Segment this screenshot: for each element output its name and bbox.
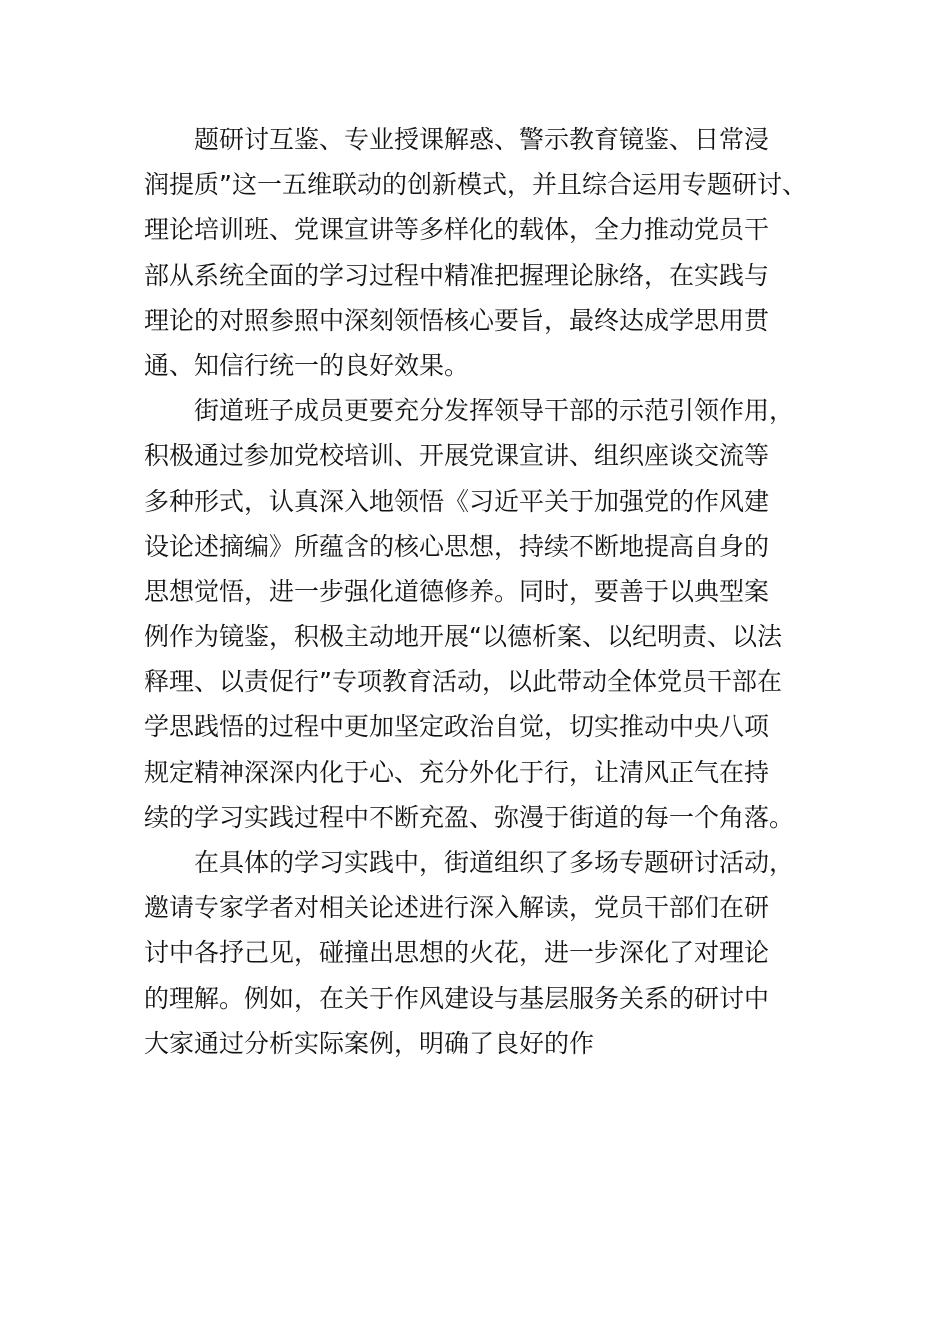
text-line: 例作为镜鉴，积极主动地开展“以德析案、以纪明责、以法 bbox=[144, 622, 782, 652]
text-line: 街道班子成员更要充分发挥领导干部的示范引领作用， bbox=[194, 396, 795, 426]
text-line: 理论的对照参照中深刻领悟核心要旨，最终达成学思用贯 bbox=[144, 305, 770, 335]
paragraph-1 bbox=[144, 117, 844, 388]
text-line: 设论述摘编》所蕴含的核心思想，持续不断地提高自身的 bbox=[144, 531, 770, 561]
text-line: 多种形式，认真深入地领悟《习近平关于加强党的作风建 bbox=[144, 486, 770, 516]
text-line: 邀请专家学者对相关论述进行深入解读，党员干部们在研 bbox=[144, 893, 770, 923]
paragraph-3 bbox=[144, 840, 844, 1066]
text-line: 学思践悟的过程中更加坚定政治自觉，切实推动中央八项 bbox=[144, 712, 770, 742]
text-line: 润提质”这一五维联动的创新模式，并且综合运用专题研讨、 bbox=[144, 170, 807, 200]
text-line: 大家通过分析实际案例，明确了良好的作 bbox=[144, 1028, 595, 1058]
text-line: 通、知信行统一的良好效果。 bbox=[144, 350, 470, 380]
text-line: 释理、以责促行”专项教育活动，以此带动全体党员干部在 bbox=[144, 667, 782, 697]
paragraph-2 bbox=[144, 388, 844, 840]
text-line: 积极通过参加党校培训、开展党课宣讲、组织座谈交流等 bbox=[144, 441, 770, 471]
text-line: 在具体的学习实践中，街道组织了多场专题研讨活动， bbox=[194, 848, 795, 877]
text-line: 题研讨互鉴、专业授课解惑、警示教育镜鉴、日常浸 bbox=[194, 125, 770, 154]
text-line: 续的学习实践过程中不断充盈、弥漫于街道的每一个角落。 bbox=[144, 802, 795, 832]
body-text bbox=[144, 117, 844, 1066]
text-line: 规定精神深深内化于心、充分外化于行，让清风正气在持 bbox=[144, 757, 770, 787]
text-line: 讨中各抒己见，碰撞出思想的火花，进一步深化了对理论 bbox=[144, 938, 770, 968]
text-line: 部从系统全面的学习过程中精准把握理论脉络，在实践与 bbox=[144, 260, 770, 290]
text-line: 思想觉悟，进一步强化道德修养。同时，要善于以典型案 bbox=[144, 576, 770, 606]
text-line: 的理解。例如，在关于作风建设与基层服务关系的研讨中 bbox=[144, 983, 770, 1013]
text-line: 理论培训班、党课宣讲等多样化的载体，全力推动党员干 bbox=[144, 215, 770, 245]
